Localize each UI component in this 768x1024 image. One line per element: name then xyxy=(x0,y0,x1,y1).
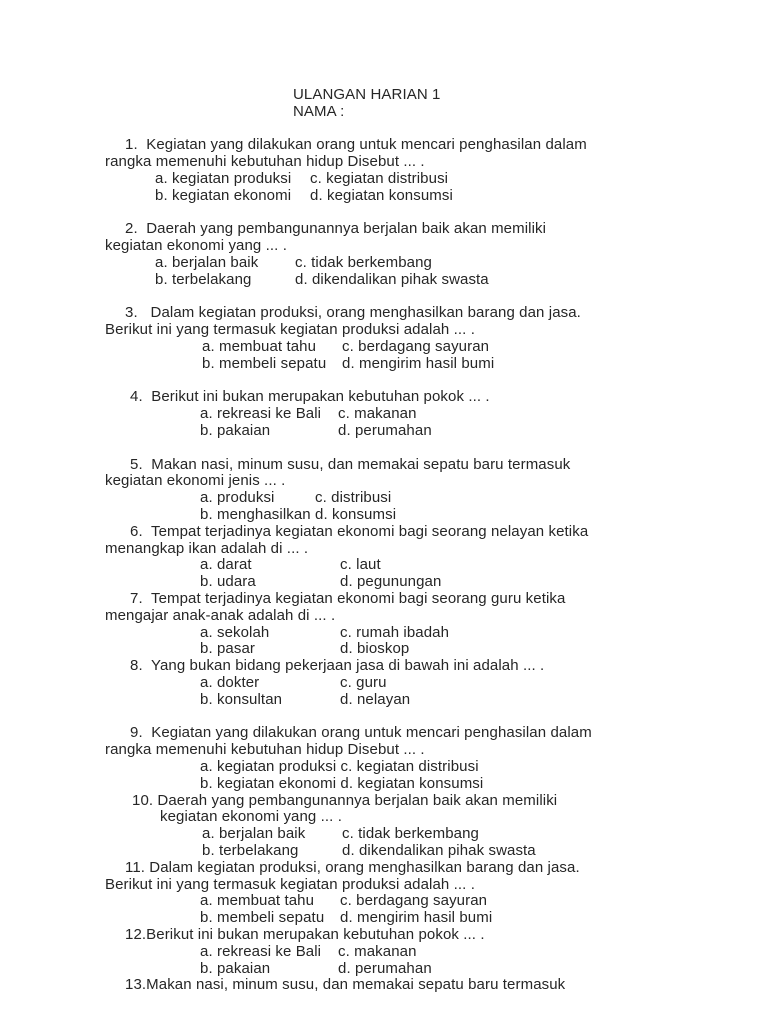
option-line xyxy=(0,556,768,573)
option-line xyxy=(0,271,768,288)
option-item: c. laut xyxy=(340,556,381,574)
option-line xyxy=(0,758,768,775)
question-stem-line: 3. Dalam kegiatan produksi, orang menghasilkan barang dan jasa. xyxy=(125,304,581,322)
option-item: a. kegiatan produksi xyxy=(155,170,292,187)
question-line xyxy=(0,741,768,758)
question-line xyxy=(0,926,768,943)
option-item: a. produksi xyxy=(200,489,275,507)
option-line xyxy=(0,960,768,977)
question-line xyxy=(0,523,768,540)
option-item: b. pakaian xyxy=(200,422,271,439)
option-item: a. membuat tahu xyxy=(200,892,315,910)
question-line xyxy=(0,808,768,825)
option-item: b. menghasilkan d. konsumsi xyxy=(200,506,397,523)
option-item: c. makanan xyxy=(338,942,417,960)
option-item: a. berjalan baik xyxy=(155,254,259,271)
option-item: c. guru xyxy=(340,674,387,691)
option-item: b. terbelakang xyxy=(155,270,252,288)
question-line xyxy=(0,724,768,741)
question-stem-line: 4. Berikut ini bukan merupakan kebutuhan pokok ... . xyxy=(130,388,490,406)
option-item: c. berdagang sayuran xyxy=(340,892,488,910)
question-stem-line: 7. Tempat terjadinya kegiatan ekonomi bagi seorang guru ketika xyxy=(130,590,566,607)
option-line xyxy=(0,909,768,926)
header-line xyxy=(0,103,768,120)
option-item: c. rumah ibadah xyxy=(340,623,450,641)
option-line xyxy=(0,489,768,506)
option-line xyxy=(0,640,768,657)
question-line xyxy=(0,456,768,473)
option-line xyxy=(0,691,768,708)
option-item: d. mengirim hasil bumi xyxy=(342,354,495,372)
option-line xyxy=(0,170,768,187)
question-line xyxy=(0,472,768,489)
option-item: b. pakaian xyxy=(200,959,271,977)
option-item: c. kegiatan distribusi xyxy=(310,170,449,187)
option-line xyxy=(0,355,768,372)
option-item: b. membeli sepatu xyxy=(202,354,327,372)
option-item: b. kegiatan ekonomi d. kegiatan konsumsi xyxy=(200,774,484,792)
option-line xyxy=(0,422,768,439)
question-stem-line: kegiatan ekonomi jenis ... . xyxy=(105,472,286,490)
question-line xyxy=(0,153,768,170)
question-line xyxy=(0,590,768,607)
question-stem-line: 12.Berikut ini bukan merupakan kebutuhan pokok ... . xyxy=(125,926,485,943)
question-line xyxy=(0,792,768,809)
option-item: c. tidak berkembang xyxy=(295,254,432,271)
option-item: a. membuat tahu xyxy=(202,338,317,355)
option-item: b. pasar xyxy=(200,640,255,658)
question-stem-line: rangka memenuhi kebutuhan hidup Disebut ... . xyxy=(105,153,425,171)
option-item: d. bioskop xyxy=(340,640,410,658)
question-line xyxy=(0,220,768,237)
option-item: c. berdagang sayuran xyxy=(342,338,490,355)
question-line xyxy=(0,657,768,674)
option-item: d. nelayan xyxy=(340,690,411,708)
option-item: a. darat xyxy=(200,556,252,574)
question-stem-line: Berikut ini yang termasuk kegiatan produksi adalah ... . xyxy=(105,875,475,893)
question-stem-line: 10. Daerah yang pembangunannya berjalan baik akan memiliki xyxy=(132,791,558,809)
option-line xyxy=(0,892,768,909)
option-line xyxy=(0,573,768,590)
option-item: d. perumahan xyxy=(338,422,432,439)
question-stem-line: 13.Makan nasi, minum susu, dan memakai sepatu baru termasuk xyxy=(125,976,566,994)
option-item: a. rekreasi ke Bali xyxy=(200,942,322,960)
option-item: a. berjalan baik xyxy=(202,825,306,843)
option-item: a. sekolah xyxy=(200,623,270,641)
name-field-label: NAMA : xyxy=(293,102,345,120)
question-stem-line: 1. Kegiatan yang dilakukan orang untuk mencari penghasilan dalam xyxy=(125,136,587,154)
option-item: d. pegunungan xyxy=(340,573,442,591)
question-stem-line: Berikut ini yang termasuk kegiatan produksi adalah ... . xyxy=(105,321,475,339)
option-line xyxy=(0,842,768,859)
option-line xyxy=(0,825,768,842)
question-stem-line: 2. Daerah yang pembangunannya berjalan baik akan memiliki xyxy=(125,220,547,238)
question-line xyxy=(0,321,768,338)
question-line xyxy=(0,976,768,993)
question-stem-line: 11. Dalam kegiatan produksi, orang menghasilkan barang dan jasa. xyxy=(125,858,580,876)
question-line xyxy=(0,136,768,153)
option-item: d. perumahan xyxy=(338,959,432,977)
option-line xyxy=(0,338,768,355)
option-line xyxy=(0,187,768,204)
option-item: b. kegiatan ekonomi xyxy=(155,186,292,204)
option-item: d. kegiatan konsumsi xyxy=(310,186,453,204)
option-item: a. kegiatan produksi c. kegiatan distribusi xyxy=(200,758,479,775)
option-item: d. dikendalikan pihak swasta xyxy=(342,842,536,859)
question-stem-line: menangkap ikan adalah di ... . xyxy=(105,539,309,557)
option-item: b. terbelakang xyxy=(202,842,299,859)
question-stem-line: kegiatan ekonomi yang ... . xyxy=(105,237,287,255)
option-item: a. rekreasi ke Bali xyxy=(200,405,322,423)
exam-title: ULANGAN HARIAN 1 xyxy=(293,86,441,103)
question-line xyxy=(0,607,768,624)
option-item: d. dikendalikan pihak swasta xyxy=(295,270,489,288)
question-line xyxy=(0,388,768,405)
option-line xyxy=(0,405,768,422)
question-line xyxy=(0,540,768,557)
option-item: a. dokter xyxy=(200,674,260,691)
option-item: c. distribusi xyxy=(315,489,392,507)
question-stem-line: mengajar anak-anak adalah di ... . xyxy=(105,606,336,624)
question-stem-line: rangka memenuhi kebutuhan hidup Disebut ... . xyxy=(105,741,425,759)
option-item: b. konsultan xyxy=(200,690,283,708)
option-item: c. tidak berkembang xyxy=(342,825,479,843)
option-item: b. udara xyxy=(200,573,256,591)
question-stem-line: 6. Tempat terjadinya kegiatan ekonomi bagi seorang nelayan ketika xyxy=(130,522,589,540)
option-line xyxy=(0,775,768,792)
question-line xyxy=(0,876,768,893)
question-line xyxy=(0,304,768,321)
question-stem-line: 9. Kegiatan yang dilakukan orang untuk mencari penghasilan dalam xyxy=(130,724,592,742)
question-stem-line: kegiatan ekonomi yang ... . xyxy=(160,808,342,826)
option-item: c. makanan xyxy=(338,405,417,423)
option-line xyxy=(0,254,768,271)
question-stem-line: 5. Makan nasi, minum susu, dan memakai sepatu baru termasuk xyxy=(130,455,571,473)
option-line xyxy=(0,624,768,641)
option-item: d. mengirim hasil bumi xyxy=(340,909,493,927)
header-line xyxy=(0,86,768,103)
question-line xyxy=(0,237,768,254)
option-line xyxy=(0,674,768,691)
question-stem-line: 8. Yang bukan bidang pekerjaan jasa di bawah ini adalah ... . xyxy=(130,657,545,675)
option-line xyxy=(0,506,768,523)
question-line xyxy=(0,859,768,876)
option-line xyxy=(0,943,768,960)
option-item: b. membeli sepatu xyxy=(200,909,325,927)
